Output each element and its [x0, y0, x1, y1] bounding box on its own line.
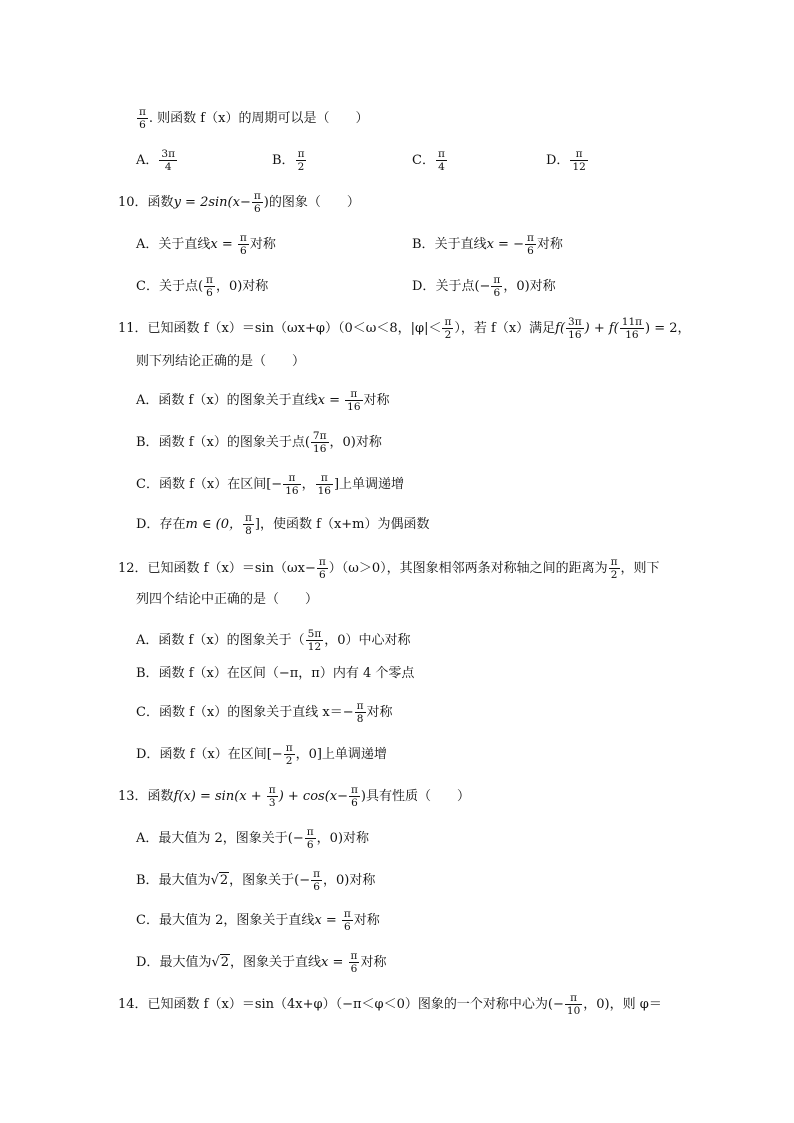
- q9-option-c: C． $\frac{\pi}{4}$: [412, 148, 445, 173]
- q11-option-c: C．函数 f（x）在区间[− $\frac{\pi}{16}$ ， $\frac{\pi}{16}$ ]上单调递增: [136, 472, 405, 497]
- q11-stem-line2: 则下列结论正确的是（ ）: [136, 354, 306, 369]
- q11-option-a: A．函数 f（x）的图象关于直线x = $\frac{\pi}{16}$ 对称: [136, 388, 390, 413]
- q10-option-c: C．关于点( $\frac{\pi}{6}$ ，0)对称: [136, 274, 269, 299]
- q13-option-c: C．最大值为 2，图象关于直线x = $\frac{\pi}{6}$ 对称: [136, 908, 380, 933]
- q9-option-a: A． $\frac{3\pi}{4}$: [136, 148, 175, 173]
- q12-option-c: C．函数 f（x）的图象关于直线 x＝− $\frac{\pi}{8}$ 对称: [136, 700, 393, 725]
- q12-stem-line2: 列四个结论中正确的是（ ）: [136, 592, 319, 607]
- q9-stem: $\frac{\pi}{6}$ . 则函数 f（x）的周期可以是（ ）: [139, 106, 369, 131]
- q10-option-a: A．关于直线x = $\frac{\pi}{6}$ 对称: [136, 232, 276, 257]
- q9-option-d: D． $\frac{\pi}{12}$: [546, 148, 586, 173]
- q13-stem: 13．函数f(x) = sin(x + $\frac{\pi}{3}$ ) + cos(x− $\frac{\pi}{6}$ )具有性质（ ）: [118, 784, 470, 809]
- q13-option-b: B．最大值为√2，图象关于(− $\frac{\pi}{6}$ ，0)对称: [136, 868, 376, 893]
- fraction: $\frac{\pi}{6}$: [139, 106, 146, 131]
- q9-option-b: B． $\frac{\pi}{2}$: [272, 148, 305, 173]
- q10-option-d: D．关于点(− $\frac{\pi}{6}$ ，0)对称: [412, 274, 556, 299]
- q12-option-d: D．函数 f（x）在区间[− $\frac{\pi}{2}$ ，0]上单调递增: [136, 742, 387, 767]
- q11-stem: 11．已知函数 f（x）＝sin（ωx+φ）（0＜ω＜8，|φ|＜ $\frac{\pi}{2}$ ），若 f（x）满足f( $\frac{3\pi}{16}$ ) + f( $\frac{11\pi}{16}$ ) = 2，: [118, 316, 691, 341]
- q12-option-a: A．函数 f（x）的图象关于（ $\frac{5\pi}{12}$ ，0）中心对称: [136, 628, 411, 653]
- q10-stem: 10．函数y = 2sin(x− $\frac{\pi}{6}$ )的图象（ ）: [118, 190, 360, 215]
- q14-stem: 14．已知函数 f（x）＝sin（4x+φ）（−π＜φ＜0）图象的一个对称中心为(− $\frac{\pi}{10}$ ，0)，则 φ＝: [118, 992, 662, 1017]
- q11-option-b: B．函数 f（x）的图象关于点( $\frac{7\pi}{16}$ ，0)对称: [136, 430, 382, 455]
- sqrt-symbol: √2: [211, 955, 230, 970]
- q10-option-b: B．关于直线x = − $\frac{\pi}{6}$ 对称: [412, 232, 563, 257]
- q12-stem: 12．已知函数 f（x）＝sin（ωx− $\frac{\pi}{6}$ ）（ω＞0），其图象相邻两条对称轴之间的距离为 $\frac{\pi}{2}$ ，则下: [118, 556, 660, 581]
- sqrt-symbol: √2: [210, 873, 229, 888]
- q13-option-d: D．最大值为√2，图象关于直线x = $\frac{\pi}{6}$ 对称: [136, 950, 387, 975]
- q12-option-b: B．函数 f（x）在区间（−π，π）内有 4 个零点: [136, 666, 415, 681]
- q13-option-a: A．最大值为 2，图象关于(− $\frac{\pi}{6}$ ，0)对称: [136, 826, 370, 851]
- q11-option-d: D．存在m ∈ (0， $\frac{\pi}{8}$ ]，使函数 f（x+m）为偶函数: [136, 512, 430, 537]
